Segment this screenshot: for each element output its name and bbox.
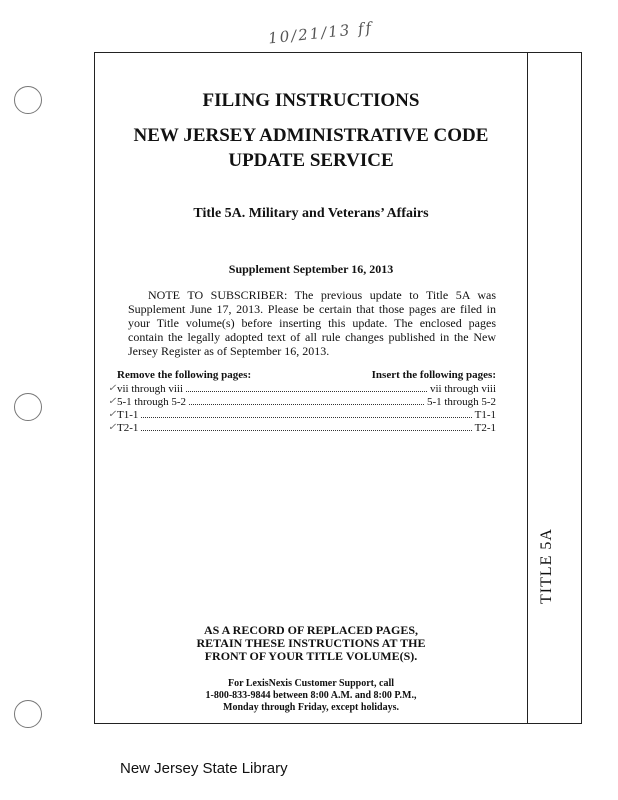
record-notice-line: RETAIN THESE INSTRUCTIONS AT THE (196, 636, 426, 650)
handwritten-check-mark: ✓ (108, 383, 117, 394)
subscriber-note: NOTE TO SUBSCRIBER: The previous update to Title 5A was Supplement June 17, 2013. Please be certain that those pages are filed in your Title volume(s) before inserting this update. The enclosed pages contain the legally adopted text of all rule changes published in the New Jersey Register as of September 16, 2013. (128, 288, 496, 358)
record-notice-line: FRONT OF YOUR TITLE VOLUME(S). (204, 649, 418, 663)
leader-dots (189, 395, 424, 405)
supplement-date: Supplement September 16, 2013 (228, 262, 394, 276)
record-notice (96, 624, 526, 663)
page-row (117, 382, 496, 395)
leader-dots (186, 382, 427, 392)
remove-page: T2-1 (117, 422, 139, 434)
remove-header: Remove the following pages: (117, 369, 252, 381)
handwritten-check-mark: ✓ (108, 422, 117, 433)
tab-border (528, 52, 582, 724)
library-stamp: New Jersey State Library (120, 760, 288, 777)
support-info (96, 678, 526, 714)
leader-dots (141, 421, 471, 431)
punch-hole (14, 86, 42, 114)
title-tab-label: TITLE 5A (538, 528, 555, 604)
page-row (117, 421, 496, 434)
code-title-line-1: NEW JERSEY ADMINISTRATIVE CODE (133, 125, 489, 146)
handwritten-note: 10/21/13 ff (267, 18, 374, 48)
title-subject: Title 5A. Military and Veterans’ Affairs (193, 206, 429, 221)
insert-page: vii through viii (430, 383, 496, 395)
handwritten-check-mark: ✓ (108, 409, 117, 420)
insert-page: 5-1 through 5-2 (426, 396, 496, 408)
record-notice-line: AS A RECORD OF REPLACED PAGES, (203, 623, 419, 637)
support-line: 1-800-833-9844 between 8:00 A.M. and 8:00 P.M., (205, 690, 417, 701)
support-line: Monday through Friday, except holidays. (223, 702, 399, 713)
handwritten-check-mark: ✓ (108, 396, 117, 407)
page-row (117, 395, 496, 408)
remove-page: T1-1 (117, 409, 139, 421)
leader-dots (141, 408, 471, 418)
document-title: FILING INSTRUCTIONS (202, 90, 420, 111)
insert-page: T2-1 (474, 422, 496, 434)
page-row (117, 408, 496, 421)
support-line: For LexisNexis Customer Support, call (227, 678, 394, 689)
punch-hole (14, 700, 42, 728)
code-title-line-2: UPDATE SERVICE (228, 150, 394, 171)
insert-header: Insert the following pages: (371, 369, 496, 381)
insert-page: T1-1 (474, 409, 496, 421)
remove-page: vii through viii (117, 383, 183, 395)
remove-page: 5-1 through 5-2 (117, 396, 187, 408)
punch-hole (14, 393, 42, 421)
